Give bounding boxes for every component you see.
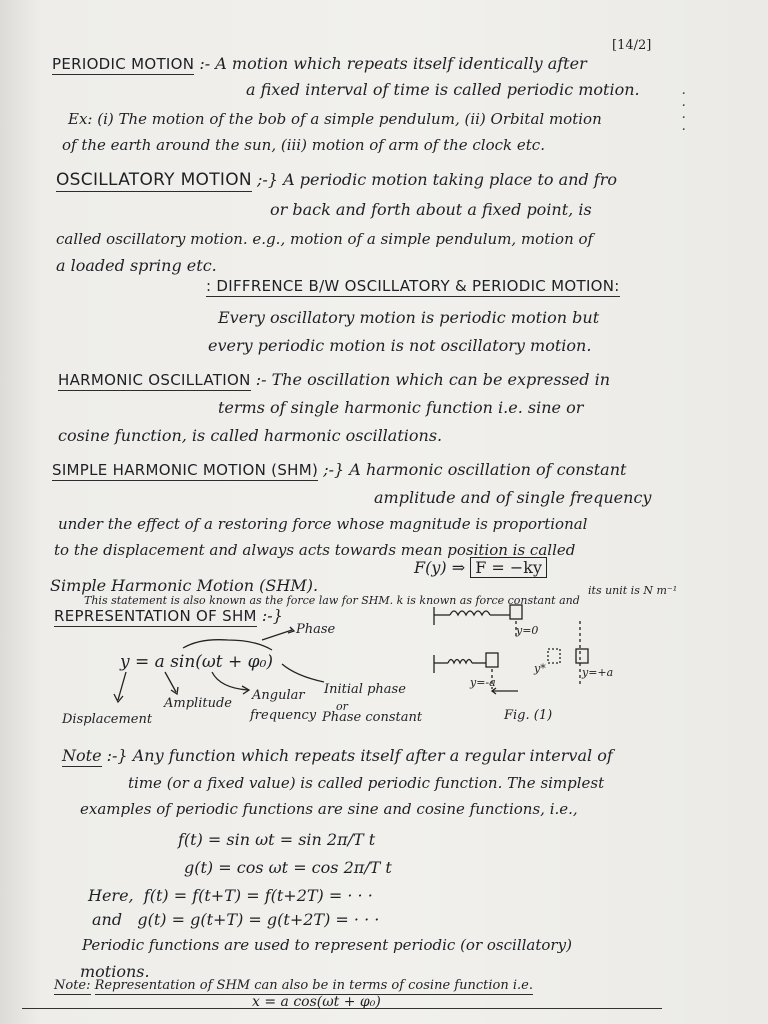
note2-equation: x = a cos(ωt + φ₀) [252, 994, 381, 1010]
label-amplitude: Amplitude [164, 696, 232, 711]
note-eq-4-row [92, 910, 379, 929]
force-lhs: F(y) [414, 558, 447, 577]
label-displacement: Displacement [62, 712, 153, 727]
oscillatory-def-4: a loaded spring etc. [56, 256, 217, 275]
note-line-3: examples of periodic functions are sine and cosine functions, i.e., [80, 800, 578, 818]
label-phase-constant: Phase constant [322, 710, 423, 725]
label-initial-phase: Initial phase [324, 682, 406, 697]
representation-heading: REPRESENTATION OF SHM [54, 607, 257, 625]
mass-left [486, 653, 498, 667]
note-sep: :-} [106, 746, 128, 765]
difference-line-2: every periodic motion is not oscillatory motion. [208, 336, 592, 355]
oscillatory-heading: OSCILLATORY MOTION [56, 170, 252, 190]
page-number: [14/2] [612, 38, 652, 53]
mass-dashed [548, 649, 560, 663]
fig-y-plus: y=+a [582, 666, 614, 679]
harmonic-line-2: terms of single harmonic function i.e. sine or [218, 398, 584, 417]
note-line-1-row [62, 746, 613, 765]
shm-line-3: under the effect of a restoring force whose magnitude is proportional [58, 515, 588, 533]
fig-y-minus: y=-a [470, 676, 496, 689]
periodic-def-1: A motion which repeats itself identically after [215, 54, 587, 73]
note-eq-4: g(t) = g(t+T) = g(t+2T) = · · · [137, 910, 380, 929]
spring-bottom [448, 660, 472, 664]
periodic-def-2: a fixed interval of time is called periodic motion. [246, 80, 640, 99]
difference-line-1: Every oscillatory motion is periodic motion but [218, 308, 600, 327]
harmonic-line-1: The oscillation which can be expressed in [271, 370, 611, 389]
shm-sep: ;-} [323, 460, 345, 479]
phase-arrow [262, 630, 292, 640]
periodic-heading: PERIODIC MOTION [52, 55, 195, 73]
note2-row [54, 978, 533, 993]
fig-y0: y=0 [516, 624, 539, 637]
label-frequency: frequency [250, 708, 317, 723]
note-line-1: Any function which repeats itself after a regular interval of [132, 746, 613, 765]
displacement-arrow [118, 672, 126, 700]
periodic-example-1: Ex: (i) The motion of the bob of a simple pendulum, (ii) Orbital motion [68, 110, 602, 128]
oscillatory-sep: ;-} [257, 170, 278, 189]
harmonic-heading: HARMONIC OSCILLATION [58, 371, 251, 389]
shm-note-1: This statement is also known as the force law for SHM. k is known as force constant and [84, 594, 580, 607]
oscillatory-def-3: called oscillatory motion. e.g., motion of a simple pendulum, motion of [56, 230, 594, 248]
difference-heading: : DIFFRENCE B/W OSCILLATORY & PERIODIC MOTION: [206, 277, 620, 295]
note-line-2: time (or a fixed value) is called periodic function. The simplest [128, 774, 605, 792]
mass-right [576, 649, 588, 663]
force-law-box: F = −ky [470, 557, 547, 578]
spring-figure [430, 595, 630, 705]
and-label: and [92, 910, 123, 929]
note2-text: Representation of SHM can also be in terms of cosine function i.e. [94, 978, 533, 993]
harmonic-sep: :- [255, 370, 267, 389]
note2-label: Note: [54, 978, 91, 993]
periodic-sep: :- [199, 54, 211, 73]
label-angular: Angular [252, 688, 305, 703]
shm-heading: SIMPLE HARMONIC MOTION (SHM) [52, 461, 319, 479]
amplitude-arrow [165, 672, 176, 692]
shm-equation: y = a sin(ωt + φ₀) [120, 652, 274, 672]
fig-y-star: y* [534, 662, 546, 675]
shm-line-1: A harmonic oscillation of constant [349, 460, 627, 479]
margin-dots: · · · · [681, 86, 686, 138]
note-line-5: motions. [80, 962, 150, 981]
note-eq-2: g(t) = cos ωt = cos 2π/T t [184, 858, 392, 877]
label-or: or [336, 700, 348, 713]
bottom-rule [22, 1008, 662, 1009]
phase-brace [183, 640, 272, 650]
spring-top [450, 611, 490, 615]
note-line-4: Periodic functions are used to represent periodic (or oscillatory) [82, 936, 572, 954]
angular-arrow [212, 672, 248, 690]
oscillatory-def-1: A periodic motion taking place to and fro [283, 170, 617, 189]
shm-note-2: its unit is N m⁻¹ [588, 584, 678, 597]
here-label: Here, [88, 886, 134, 905]
initial-phase-arrow [282, 664, 324, 682]
shm-line-4: to the displacement and always acts towards mean position is called [54, 541, 576, 559]
mass-top [510, 605, 522, 619]
note-label: Note [62, 746, 102, 765]
implies-arrow: ⇒ [451, 558, 466, 577]
oscillatory-def-2: or back and forth about a fixed point, is [270, 200, 592, 219]
harmonic-line-3: cosine function, is called harmonic oscillations. [58, 426, 443, 445]
fig-caption: Fig. (1) [504, 708, 553, 723]
periodic-example-2: of the earth around the sun, (iii) motion of arm of the clock etc. [62, 136, 545, 154]
phase-label: Phase [296, 622, 336, 637]
shm-line-2: amplitude and of single frequency [374, 488, 652, 507]
note-eq-3-row [88, 886, 373, 905]
note-eq-3: f(t) = f(t+T) = f(t+2T) = · · · [143, 886, 373, 905]
representation-sep: :-} [261, 606, 283, 625]
shm-line-5: Simple Harmonic Motion (SHM). [50, 576, 319, 595]
note-eq-1: f(t) = sin ωt = sin 2π/T t [178, 830, 376, 849]
